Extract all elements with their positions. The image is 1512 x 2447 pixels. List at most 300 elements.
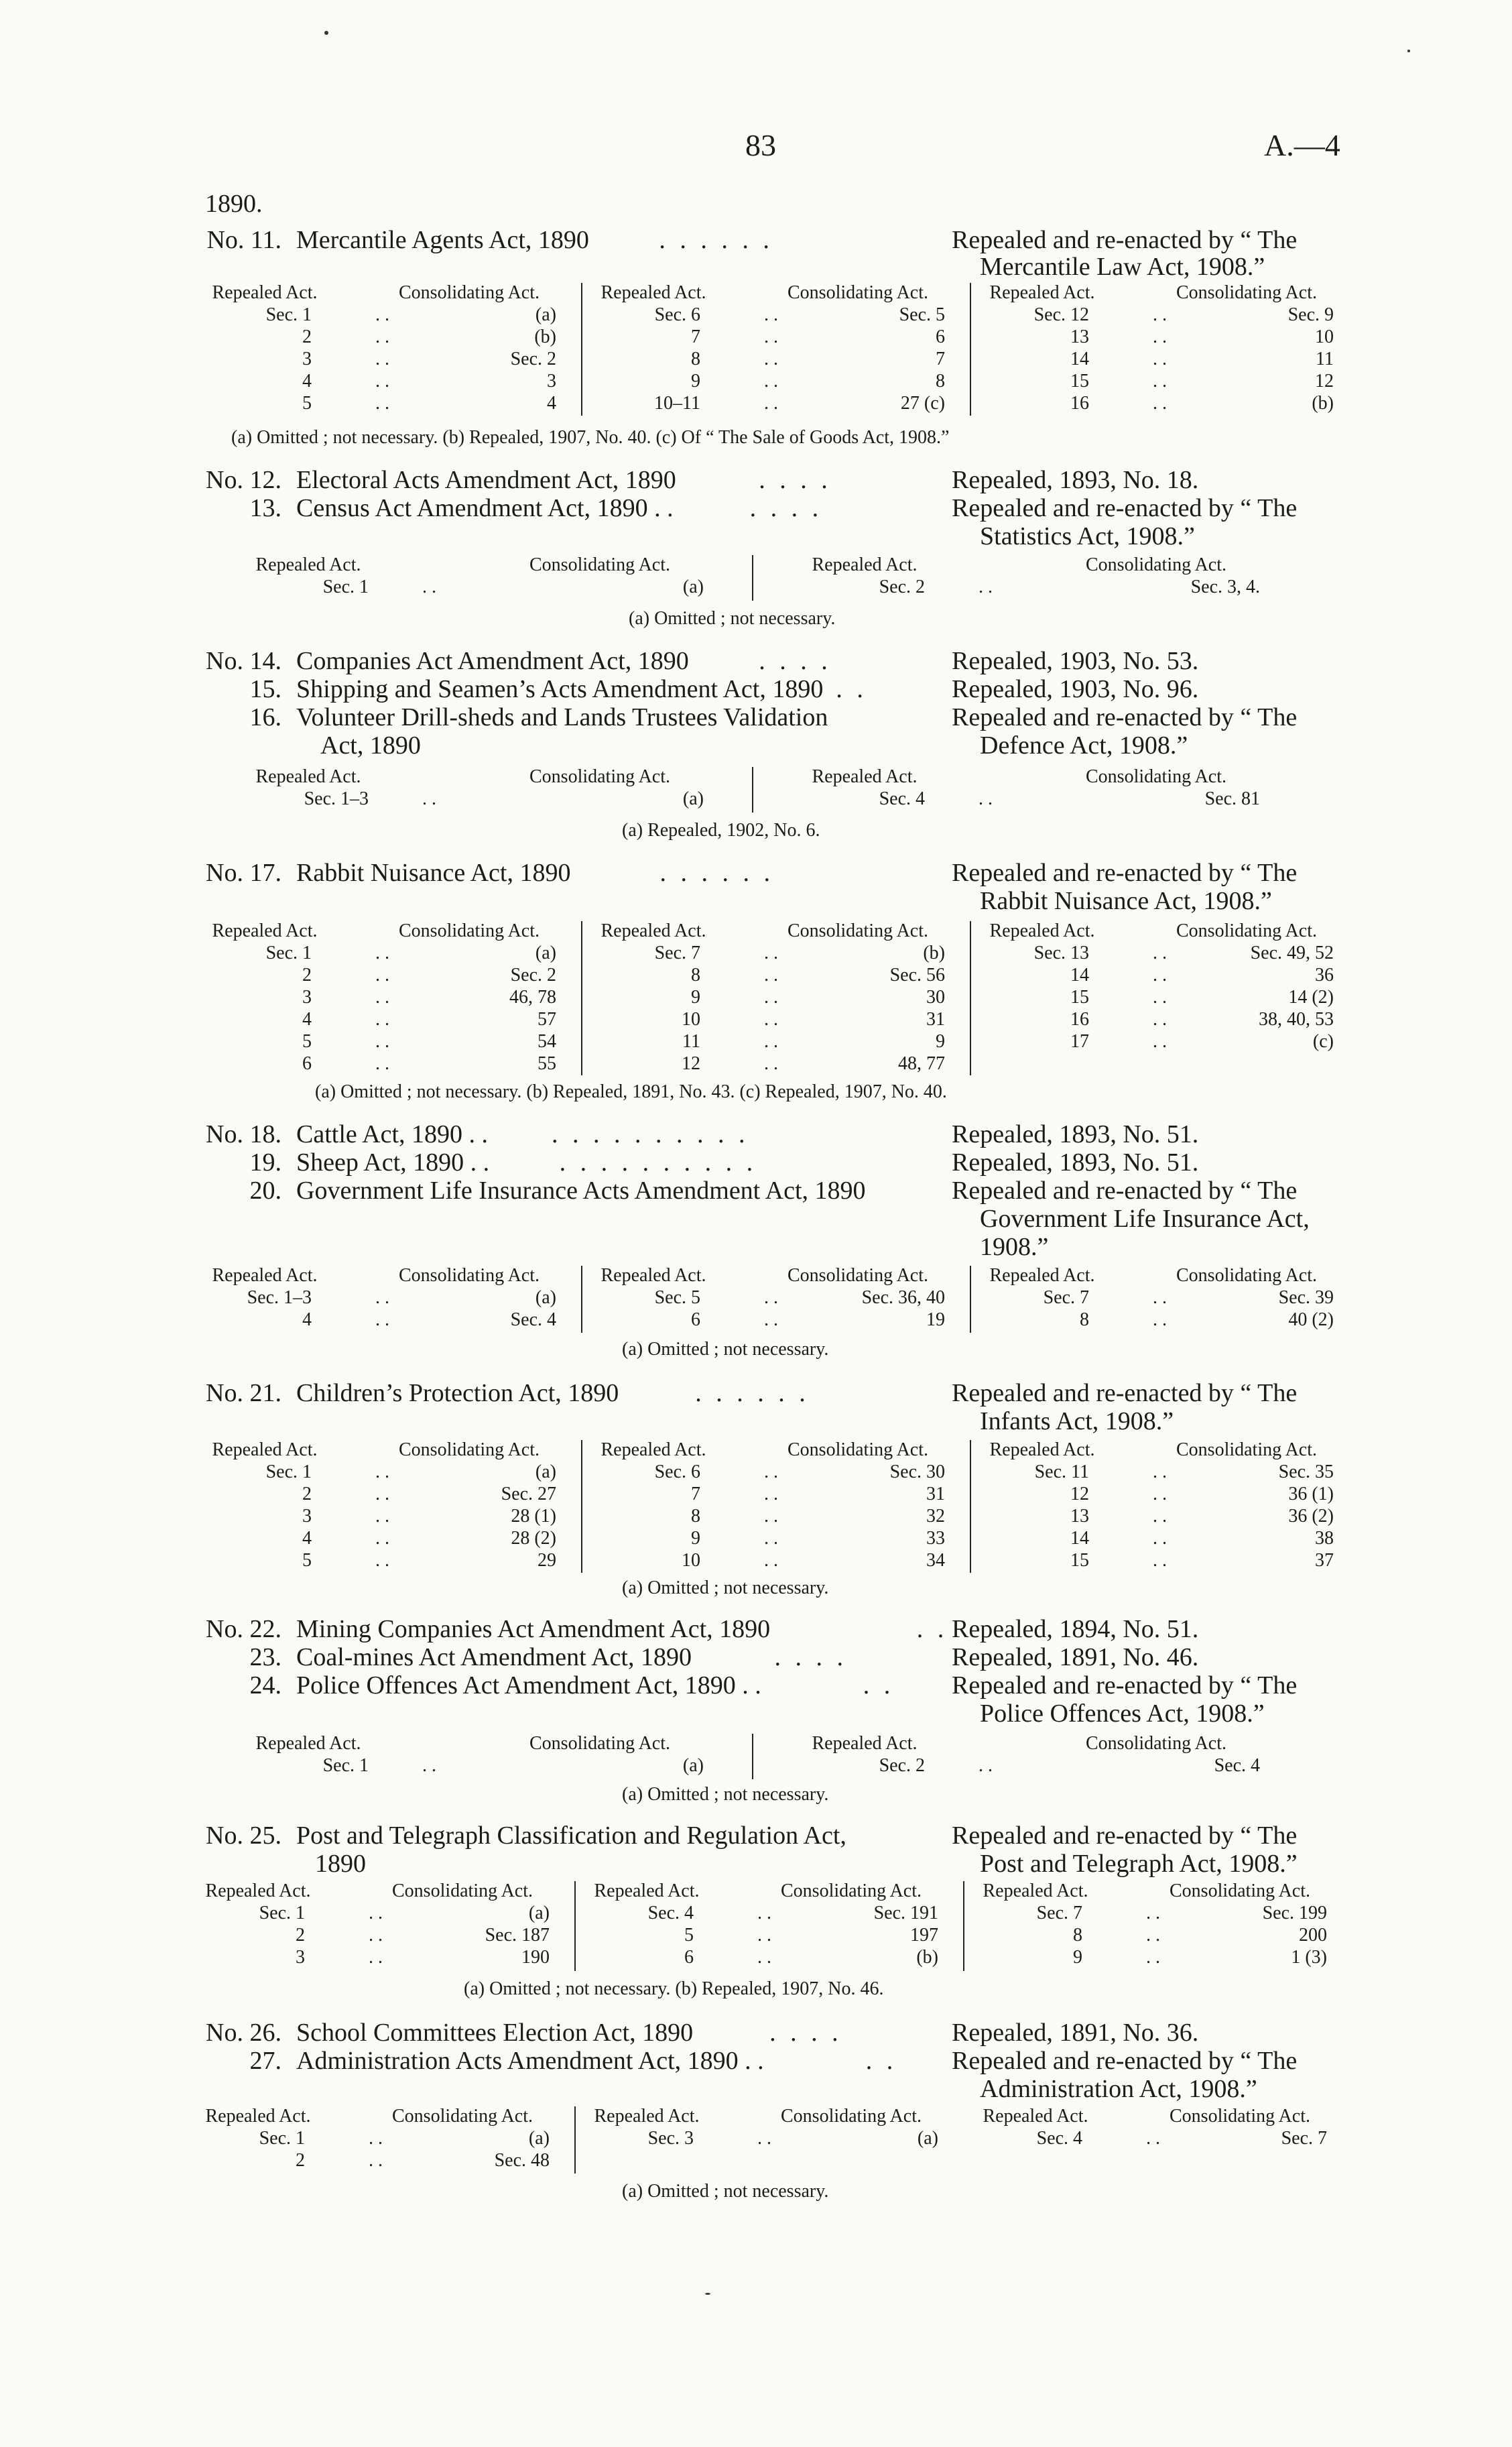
repealed-section: 9 xyxy=(691,987,700,1008)
table-row xyxy=(975,1549,1357,1571)
leader-dots: . . xyxy=(375,1053,389,1074)
column-header: Consolidating Act. xyxy=(1170,1881,1310,1901)
column-header: Consolidating Act. xyxy=(1086,554,1226,575)
repealed-section: Sec. 7 xyxy=(1036,1903,1082,1923)
consolidating-section: 11 xyxy=(1316,349,1334,369)
act-title: Census Act Amendment Act, 1890 . . . . . . xyxy=(296,494,823,522)
repealed-section: 3 xyxy=(302,349,312,369)
table-column xyxy=(586,1264,968,1333)
act-status-continued: Administration Act, 1908.” xyxy=(980,2075,1257,2103)
table-column xyxy=(975,1439,1357,1573)
act-title: Mercantile Agents Act, 1890 . . . . . . xyxy=(296,226,773,254)
table-column xyxy=(975,282,1357,416)
act-number: No. 25. xyxy=(206,1822,281,1850)
repealed-section: Sec. 11 xyxy=(1034,1461,1089,1482)
table-footnote: (a) Omitted ; not necessary. xyxy=(622,1784,829,1805)
consolidating-section: 48, 77 xyxy=(898,1053,945,1074)
table-row xyxy=(968,1902,1350,1924)
leader-dots: . . xyxy=(375,1528,389,1549)
repealed-section: 8 xyxy=(691,965,700,986)
consolidating-section: 32 xyxy=(926,1506,945,1527)
table-row xyxy=(198,1527,580,1549)
column-divider xyxy=(581,1440,582,1573)
leader-dots: . . xyxy=(979,788,993,809)
act-title: Children’s Protection Act, 1890 . . . . . . xyxy=(296,1379,810,1407)
table-column xyxy=(198,1264,580,1333)
column-header: Consolidating Act. xyxy=(392,1881,533,1901)
section-table-11 xyxy=(198,282,1357,416)
repealed-section: 2 xyxy=(302,1484,312,1504)
consolidating-section: (a) xyxy=(682,788,704,809)
act-title: Cattle Act, 1890 . . . . . . . . . . . . xyxy=(296,1120,749,1148)
consolidating-section: 38 xyxy=(1315,1528,1334,1549)
act-status: Repealed and re-enacted by “ The xyxy=(952,2047,1298,2075)
leader-dots: . . . . xyxy=(774,1643,847,1671)
act-status-continued: Mercantile Law Act, 1908.” xyxy=(980,253,1265,281)
table-row xyxy=(191,1902,573,1924)
table-row xyxy=(198,1461,580,1483)
consolidating-section: 190 xyxy=(521,1947,550,1968)
leader-dots: . . xyxy=(764,1484,778,1504)
leader-dots: . . xyxy=(1153,1031,1167,1052)
consolidating-section: 31 xyxy=(926,1009,945,1030)
act-entry-19 xyxy=(181,1148,1361,1177)
act-status-continued: Defence Act, 1908.” xyxy=(980,731,1188,760)
leader-dots: . . xyxy=(1153,965,1167,986)
act-status: Repealed, 1903, No. 96. xyxy=(952,675,1199,703)
leader-dots: . . xyxy=(1153,1309,1167,1330)
act-status: Repealed, 1903, No. 53. xyxy=(952,647,1199,675)
table-column xyxy=(757,1732,1314,1779)
table-row xyxy=(975,1287,1357,1309)
act-number: 20. xyxy=(249,1177,281,1205)
column-header: Consolidating Act. xyxy=(1176,282,1317,303)
repealed-section: 4 xyxy=(302,1528,312,1549)
consolidating-section: 36 (2) xyxy=(1288,1506,1334,1527)
consolidating-section: 28 (2) xyxy=(511,1528,556,1549)
table-row xyxy=(586,1030,968,1053)
table-row xyxy=(975,326,1357,348)
leader-dots: . . xyxy=(1153,1528,1167,1549)
repealed-section: 2 xyxy=(296,2150,305,2171)
repealed-section: Sec. 4 xyxy=(1036,2128,1082,2149)
act-entry-21 xyxy=(181,1378,1361,1408)
column-divider xyxy=(581,921,582,1075)
consolidating-section: Sec. 4 xyxy=(510,1309,556,1330)
repealed-section: 15 xyxy=(1070,987,1089,1008)
table-row xyxy=(968,1946,1350,1968)
act-number: 27. xyxy=(249,2047,281,2075)
leader-dots: . . xyxy=(1153,326,1167,347)
act-title: Administration Acts Amendment Act, 1890 . . . . xyxy=(296,2047,897,2075)
table-row xyxy=(198,348,580,370)
consolidating-section: 19 xyxy=(926,1309,945,1330)
column-divider xyxy=(581,1266,582,1333)
leader-dots: . . xyxy=(1153,1484,1167,1504)
table-row xyxy=(975,1483,1357,1505)
consolidating-section: (a) xyxy=(917,2128,938,2149)
act-title: Rabbit Nuisance Act, 1890 . . . . . . xyxy=(296,859,774,887)
column-divider xyxy=(581,283,582,416)
act-status: Repealed, 1893, No. 18. xyxy=(952,466,1199,494)
act-number: No. 14. xyxy=(206,647,281,675)
table-column xyxy=(580,2105,962,2173)
consolidating-section: 29 xyxy=(538,1550,556,1571)
leader-dots: . . . . xyxy=(769,2019,842,2047)
repealed-section: Sec. 1 xyxy=(259,1903,305,1923)
column-header: Repealed Act. xyxy=(601,920,706,941)
repealed-section: 6 xyxy=(691,1309,700,1330)
act-status: Repealed and re-enacted by “ The xyxy=(952,1379,1298,1407)
act-status: Repealed and re-enacted by “ The xyxy=(952,703,1298,731)
consolidating-section: Sec. 56 xyxy=(889,965,945,986)
repealed-section: 14 xyxy=(1070,349,1089,369)
leader-dots: . . xyxy=(1153,1461,1167,1482)
table-row xyxy=(586,986,968,1008)
table-row xyxy=(586,304,968,326)
consolidating-section: 197 xyxy=(910,1925,938,1946)
repealed-section: Sec. 1 xyxy=(259,2128,305,2149)
column-header: Repealed Act. xyxy=(255,554,361,575)
section-table-13 xyxy=(201,554,1354,601)
act-number: 23. xyxy=(249,1643,281,1671)
act-number: 16. xyxy=(249,703,281,731)
consolidating-section: 31 xyxy=(926,1484,945,1504)
leader-dots: . . xyxy=(764,1053,778,1074)
repealed-section: Sec. 1 xyxy=(265,304,312,325)
consolidating-section: (a) xyxy=(535,943,556,963)
column-header: Consolidating Act. xyxy=(399,282,540,303)
page-number: 83 xyxy=(745,128,776,162)
repealed-section: Sec. 12 xyxy=(1033,304,1089,325)
section-year: 1890. xyxy=(205,190,263,218)
leader-dots: . . xyxy=(1153,393,1167,414)
act-entry-24 xyxy=(181,1671,1361,1700)
leader-dots: . . xyxy=(1146,1903,1160,1923)
leader-dots: . . xyxy=(1153,304,1167,325)
repealed-section: Sec. 1 xyxy=(265,943,312,963)
repealed-section: Sec. 1–3 xyxy=(247,1287,312,1308)
leader-dots: . . xyxy=(369,1925,383,1946)
act-status: Repealed, 1891, No. 36. xyxy=(952,2019,1199,2047)
act-title-continued: Act, 1890 xyxy=(320,731,421,760)
leader-dots: . . . . xyxy=(759,647,832,675)
leader-dots: . . xyxy=(764,1506,778,1527)
table-column xyxy=(586,1439,968,1573)
act-status: Repealed and re-enacted by “ The xyxy=(952,1822,1298,1850)
consolidating-section: Sec. 81 xyxy=(1204,788,1260,809)
repealed-section: Sec. 1 xyxy=(322,577,369,597)
table-column xyxy=(975,1264,1357,1333)
repealed-section: 2 xyxy=(302,965,312,986)
column-header: Repealed Act. xyxy=(989,1439,1095,1460)
act-status-continued: Government Life Insurance Act, xyxy=(980,1205,1310,1233)
leader-dots: . . xyxy=(764,326,778,347)
act-status-continued: Post and Telegraph Act, 1908.” xyxy=(980,1850,1298,1878)
repealed-section: Sec. 7 xyxy=(654,943,700,963)
column-header: Consolidating Act. xyxy=(399,920,540,941)
leader-dots: . . xyxy=(1153,1009,1167,1030)
section-table-24 xyxy=(201,1732,1354,1779)
act-entry-17 xyxy=(181,858,1361,888)
repealed-section: 2 xyxy=(296,1925,305,1946)
column-header: Consolidating Act. xyxy=(529,766,670,787)
leader-dots: . . xyxy=(979,577,993,597)
table-row xyxy=(198,1483,580,1505)
repealed-section: 13 xyxy=(1070,1506,1089,1527)
consolidating-section: 28 (1) xyxy=(511,1506,556,1527)
table-row xyxy=(968,2127,1350,2149)
consolidating-section: 8 xyxy=(936,371,945,392)
consolidating-section: Sec. 35 xyxy=(1278,1461,1334,1482)
consolidating-section: (b) xyxy=(916,1947,938,1968)
act-title: Shipping and Seamen’s Acts Amendment Act, 1890 . . xyxy=(296,675,867,703)
leader-dots: . . xyxy=(375,371,389,392)
act-number: 24. xyxy=(249,1671,281,1699)
act-title: Post and Telegraph Classification and Regulation Act, xyxy=(296,1822,846,1850)
table-row xyxy=(757,788,1314,810)
leader-dots: . . xyxy=(764,1528,778,1549)
leader-dots: . . . . xyxy=(749,494,823,522)
act-number: No. 26. xyxy=(206,2019,281,2047)
repealed-section: Sec. 1 xyxy=(322,1755,369,1776)
repealed-section: Sec. 2 xyxy=(879,577,925,597)
table-row xyxy=(586,1527,968,1549)
table-column xyxy=(975,920,1357,1075)
leader-dots: . . xyxy=(764,304,778,325)
leader-dots: . . xyxy=(1153,371,1167,392)
consolidating-section: 54 xyxy=(538,1031,556,1052)
column-header: Repealed Act. xyxy=(255,1733,361,1754)
repealed-section: 12 xyxy=(682,1053,700,1074)
document-reference: A.—4 xyxy=(1264,128,1340,162)
consolidating-section: Sec. 199 xyxy=(1262,1903,1327,1923)
table-row xyxy=(580,1946,962,1968)
column-header: Repealed Act. xyxy=(812,1733,918,1754)
table-row xyxy=(586,370,968,392)
table-row xyxy=(975,1505,1357,1527)
leader-dots: . . xyxy=(764,1309,778,1330)
consolidating-section: 1 (3) xyxy=(1291,1947,1327,1968)
leader-dots: . . xyxy=(1153,943,1167,963)
leader-dots: . . xyxy=(764,1550,778,1571)
table-row xyxy=(586,1287,968,1309)
column-header: Repealed Act. xyxy=(812,554,918,575)
column-header: Repealed Act. xyxy=(205,2106,311,2127)
section-table-27 xyxy=(191,2105,1350,2173)
column-header: Repealed Act. xyxy=(255,766,361,787)
act-entry-22 xyxy=(181,1614,1361,1644)
repealed-section: 8 xyxy=(691,1506,700,1527)
repealed-section: Sec. 4 xyxy=(879,788,925,809)
table-row xyxy=(757,1754,1314,1777)
table-row xyxy=(198,326,580,348)
table-row xyxy=(198,1505,580,1527)
table-row xyxy=(198,942,580,964)
section-table-20 xyxy=(198,1264,1357,1333)
table-row xyxy=(198,370,580,392)
table-footnote: (a) Omitted ; not necessary. xyxy=(622,2181,829,2202)
table-footnote: (a) Repealed, 1902, No. 6. xyxy=(622,820,820,841)
column-header: Consolidating Act. xyxy=(1176,920,1317,941)
column-header: Repealed Act. xyxy=(601,1265,706,1286)
leader-dots: . . xyxy=(1153,1550,1167,1571)
leader-dots: . . xyxy=(1153,1506,1167,1527)
act-entry-18 xyxy=(181,1120,1361,1149)
consolidating-section: 12 xyxy=(1315,371,1334,392)
repealed-section: 15 xyxy=(1070,371,1089,392)
repealed-section: Sec. 2 xyxy=(879,1755,925,1776)
column-divider xyxy=(752,555,753,601)
table-column xyxy=(586,920,968,1075)
act-number: No. 12. xyxy=(206,466,281,494)
consolidating-section: 14 (2) xyxy=(1288,987,1334,1008)
repealed-section: 5 xyxy=(302,1550,312,1571)
act-entry-26 xyxy=(181,2018,1361,2047)
leader-dots: . . xyxy=(375,1550,389,1571)
table-row xyxy=(586,392,968,414)
ink-speck xyxy=(324,31,328,35)
leader-dots: . . xyxy=(764,965,778,986)
leader-dots: . . xyxy=(1146,1947,1160,1968)
act-title: Mining Companies Act Amendment Act, 1890 . . xyxy=(296,1615,948,1643)
repealed-section: 10–11 xyxy=(654,393,700,414)
table-row xyxy=(975,392,1357,414)
act-number: No. 18. xyxy=(206,1120,281,1148)
leader-dots: . . xyxy=(764,1009,778,1030)
act-status: Repealed, 1893, No. 51. xyxy=(952,1120,1199,1148)
leader-dots: . . xyxy=(375,1506,389,1527)
consolidating-section: 40 (2) xyxy=(1288,1309,1334,1330)
consolidating-section: 4 xyxy=(547,393,556,414)
table-row xyxy=(198,1309,580,1331)
repealed-section: 5 xyxy=(684,1925,694,1946)
table-row xyxy=(198,1287,580,1309)
repealed-section: 9 xyxy=(691,1528,700,1549)
leader-dots: . . xyxy=(916,1615,948,1643)
repealed-section: 5 xyxy=(302,1031,312,1052)
act-entry-11 xyxy=(181,225,1361,255)
consolidating-section: (a) xyxy=(682,1755,704,1776)
act-status-continued: Rabbit Nuisance Act, 1908.” xyxy=(980,887,1272,915)
act-entry-25 xyxy=(181,1821,1361,1850)
repealed-section: Sec. 1 xyxy=(265,1461,312,1482)
repealed-section: 14 xyxy=(1070,965,1089,986)
leader-dots: . . xyxy=(865,2047,897,2075)
section-table-16 xyxy=(201,766,1354,813)
leader-dots: . . xyxy=(863,1671,895,1699)
ink-speck xyxy=(1407,50,1410,52)
table-row xyxy=(586,1483,968,1505)
table-row xyxy=(586,1008,968,1030)
leader-dots: . . xyxy=(764,371,778,392)
act-number: No. 17. xyxy=(206,859,281,887)
table-row xyxy=(191,2127,573,2149)
leader-dots: . . xyxy=(375,304,389,325)
leader-dots: . . xyxy=(375,1031,389,1052)
column-header: Repealed Act. xyxy=(983,2106,1088,2127)
leader-dots: . . xyxy=(422,577,436,597)
repealed-section: 16 xyxy=(1070,1009,1089,1030)
act-status: Repealed and re-enacted by “ The xyxy=(952,226,1298,254)
consolidating-section: (c) xyxy=(1312,1031,1334,1052)
consolidating-section: (a) xyxy=(535,1461,556,1482)
repealed-section: Sec. 6 xyxy=(654,304,700,325)
repealed-section: 3 xyxy=(302,1506,312,1527)
table-row xyxy=(586,348,968,370)
leader-dots: . . . . . . xyxy=(659,226,773,254)
column-header: Repealed Act. xyxy=(212,1265,318,1286)
column-header: Consolidating Act. xyxy=(788,1439,928,1460)
consolidating-section: (a) xyxy=(682,577,704,597)
consolidating-section: Sec. 9 xyxy=(1287,304,1334,325)
column-header: Repealed Act. xyxy=(212,1439,318,1460)
table-footnote: (a) Omitted ; not necessary. xyxy=(622,1339,829,1360)
act-entry-12 xyxy=(181,465,1361,495)
table-row xyxy=(975,964,1357,986)
leader-dots: . . xyxy=(764,1287,778,1308)
repealed-section: Sec. 1–3 xyxy=(304,788,369,809)
consolidating-section: (b) xyxy=(1312,393,1334,414)
column-header: Consolidating Act. xyxy=(529,1733,670,1754)
act-title: Volunteer Drill-sheds and Lands Trustees Validation xyxy=(296,703,828,731)
table-row xyxy=(201,1754,757,1777)
consolidating-section: 3 xyxy=(547,371,556,392)
act-entry-23 xyxy=(181,1643,1361,1672)
table-column xyxy=(201,766,757,813)
table-column xyxy=(191,2105,573,2173)
repealed-section: 7 xyxy=(691,1484,700,1504)
table-row xyxy=(201,788,757,810)
table-row xyxy=(975,370,1357,392)
consolidating-section: 9 xyxy=(936,1031,945,1052)
leader-dots: . . xyxy=(1146,2128,1160,2149)
table-column xyxy=(586,282,968,416)
column-header: Repealed Act. xyxy=(989,282,1095,303)
table-column xyxy=(191,1880,573,1971)
column-divider xyxy=(970,1440,971,1573)
repealed-section: 8 xyxy=(1073,1925,1082,1946)
table-row xyxy=(191,1946,573,1968)
column-header: Consolidating Act. xyxy=(788,920,928,941)
table-column xyxy=(757,766,1314,813)
repealed-section: 2 xyxy=(302,326,312,347)
table-row xyxy=(198,1008,580,1030)
consolidating-section: Sec. 2 xyxy=(510,349,556,369)
consolidating-section: 57 xyxy=(538,1009,556,1030)
repealed-section: 4 xyxy=(302,1309,312,1330)
column-divider xyxy=(752,1734,753,1779)
leader-dots: . . xyxy=(375,1009,389,1030)
column-header: Consolidating Act. xyxy=(1086,1733,1226,1754)
leader-dots: . . xyxy=(422,1755,436,1776)
table-column xyxy=(198,282,580,416)
repealed-section: 10 xyxy=(682,1550,700,1571)
act-status: Repealed and re-enacted by “ The xyxy=(952,1671,1298,1699)
table-row xyxy=(586,1309,968,1331)
column-header: Consolidating Act. xyxy=(1086,766,1226,787)
table-column xyxy=(757,554,1314,601)
leader-dots: . . xyxy=(764,943,778,963)
leader-dots: . . xyxy=(369,2128,383,2149)
table-footnote: (a) Omitted ; not necessary. (b) Repealed, 1891, No. 43. (c) Repealed, 1907, No. 40. xyxy=(315,1081,947,1102)
repealed-section: 8 xyxy=(691,349,700,369)
leader-dots: . . . . xyxy=(759,466,832,494)
column-header: Repealed Act. xyxy=(812,766,918,787)
leader-dots: . . xyxy=(375,1309,389,1330)
act-status: Repealed, 1891, No. 46. xyxy=(952,1643,1199,1671)
consolidating-section: Sec. 5 xyxy=(899,304,945,325)
